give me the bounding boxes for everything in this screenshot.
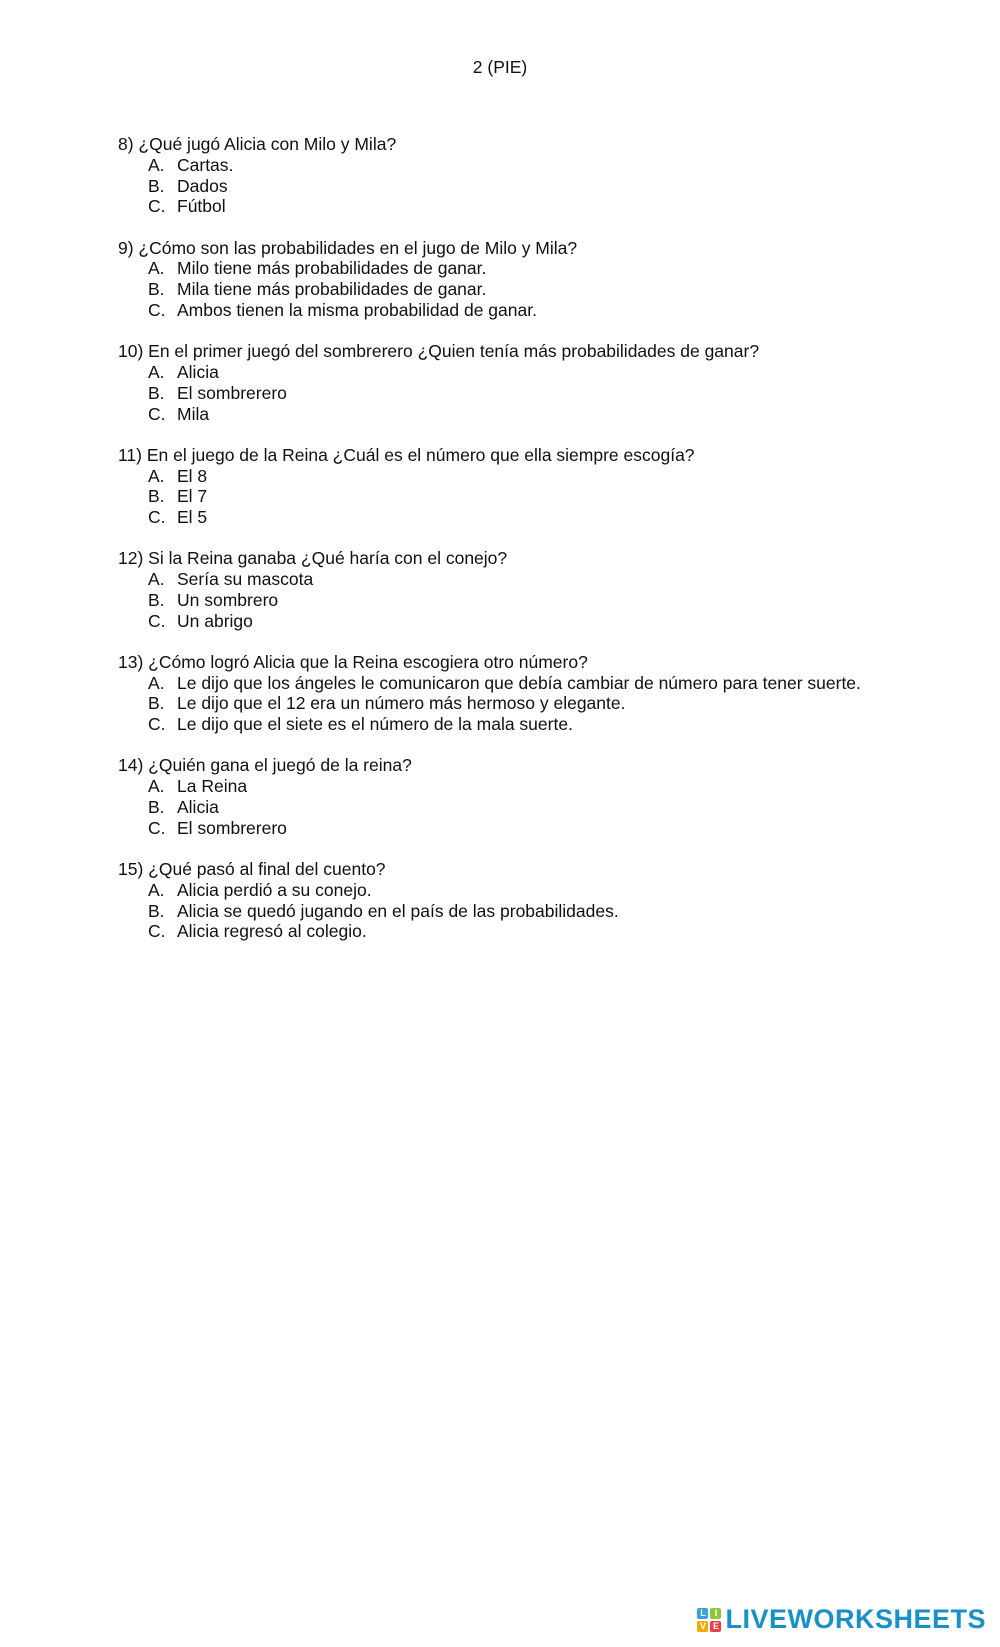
option-text: Sería su mascota xyxy=(177,569,314,590)
option-a xyxy=(118,258,978,279)
option-text: El sombrerero xyxy=(177,382,287,403)
option-letter: C. xyxy=(148,714,166,735)
option-text: Le dijo que el siete es el número de la mala suerte. xyxy=(177,714,573,735)
question-text: 9) ¿Cómo son las probabilidades en el jugo de Milo y Mila? xyxy=(118,237,578,258)
option-c xyxy=(118,818,978,839)
option-text: Alicia xyxy=(177,361,219,382)
question-12 xyxy=(118,548,978,631)
question-8 xyxy=(118,134,978,217)
option-a xyxy=(118,776,978,797)
question-text: 13) ¿Cómo logró Alicia que la Reina escogiera otro número? xyxy=(118,651,588,672)
option-list xyxy=(118,258,978,320)
option-c xyxy=(118,714,978,735)
brand-name: LIVEWORKSHEETS xyxy=(725,1604,986,1634)
page-header xyxy=(0,57,1000,78)
option-letter: B. xyxy=(148,797,165,818)
question-list xyxy=(118,134,978,963)
option-letter: A. xyxy=(148,258,165,279)
option-letter: A. xyxy=(148,465,165,486)
question-11 xyxy=(118,445,978,528)
option-letter: A. xyxy=(148,569,165,590)
option-a xyxy=(118,569,978,590)
option-text: La Reina xyxy=(177,776,248,797)
option-letter: C. xyxy=(148,921,166,942)
option-letter: B. xyxy=(148,589,165,610)
option-b xyxy=(118,383,978,404)
option-text: Alicia xyxy=(177,797,219,818)
question-text: 12) Si la Reina ganaba ¿Qué haría con el conejo? xyxy=(118,548,508,569)
option-b xyxy=(118,279,978,300)
option-text: El sombrerero xyxy=(177,817,287,838)
logo-letter: L xyxy=(697,1608,708,1619)
option-text: Le dijo que los ángeles le comunicaron que debía cambiar de número para tener suerte. xyxy=(177,672,861,693)
option-text: El 7 xyxy=(177,486,208,507)
logo-letter: V xyxy=(697,1621,708,1632)
question-text: 11) En el juego de la Reina ¿Cuál es el número que ella siempre escogía? xyxy=(118,444,695,465)
option-a xyxy=(118,155,978,176)
option-text: Le dijo que el 12 era un número más hermoso y elegante. xyxy=(177,693,626,714)
option-text: Milo tiene más probabilidades de ganar. xyxy=(177,258,487,279)
option-b xyxy=(118,901,978,922)
option-list xyxy=(118,776,978,838)
option-list xyxy=(118,155,978,217)
option-text: Ambos tienen la misma probabilidad de ganar. xyxy=(177,299,537,320)
option-letter: B. xyxy=(148,279,165,300)
option-b xyxy=(118,590,978,611)
question-text: 15) ¿Qué pasó al final del cuento? xyxy=(118,859,386,880)
option-text: El 8 xyxy=(177,465,208,486)
option-a xyxy=(118,466,978,487)
option-list xyxy=(118,466,978,528)
option-letter: A. xyxy=(148,776,165,797)
option-letter: A. xyxy=(148,672,165,693)
option-letter: C. xyxy=(148,507,166,528)
option-b xyxy=(118,693,978,714)
question-10 xyxy=(118,341,978,424)
liveworksheets-logo-icon xyxy=(697,1608,721,1632)
option-letter: C. xyxy=(148,817,166,838)
option-c xyxy=(118,196,978,217)
option-letter: B. xyxy=(148,486,165,507)
logo-letter: I xyxy=(710,1608,721,1619)
option-b xyxy=(118,486,978,507)
option-text: Mila xyxy=(177,403,210,424)
logo-letter: E xyxy=(710,1621,721,1632)
option-text: Dados xyxy=(177,175,228,196)
option-letter: B. xyxy=(148,693,165,714)
option-c xyxy=(118,507,978,528)
liveworksheets-brand xyxy=(697,1604,986,1635)
option-a xyxy=(118,880,978,901)
question-14 xyxy=(118,755,978,838)
question-text: 8) ¿Qué jugó Alicia con Milo y Mila? xyxy=(118,134,397,154)
option-letter: B. xyxy=(148,382,165,403)
option-list xyxy=(118,569,978,631)
option-letter: A. xyxy=(148,879,165,900)
option-text: Un abrigo xyxy=(177,610,253,631)
option-text: Un sombrero xyxy=(177,589,279,610)
option-a xyxy=(118,362,978,383)
question-text: 14) ¿Quién gana el juegó de la reina? xyxy=(118,755,412,776)
option-text: Cartas. xyxy=(177,154,234,175)
option-text: Alicia perdió a su conejo. xyxy=(177,879,372,900)
option-b xyxy=(118,797,978,818)
option-text: Fútbol xyxy=(177,196,226,217)
page-label: 2 (PIE) xyxy=(472,57,528,77)
question-13 xyxy=(118,652,978,735)
option-letter: A. xyxy=(148,361,165,382)
option-text: Alicia regresó al colegio. xyxy=(177,921,367,942)
option-letter: C. xyxy=(148,610,166,631)
option-list xyxy=(118,362,978,424)
option-c xyxy=(118,921,978,942)
question-text: 10) En el primer juegó del sombrerero ¿Quien tenía más probabilidades de ganar? xyxy=(118,341,760,362)
option-list xyxy=(118,880,978,942)
question-15 xyxy=(118,859,978,942)
option-letter: B. xyxy=(148,900,165,921)
option-letter: C. xyxy=(148,299,166,320)
option-letter: A. xyxy=(148,154,165,175)
option-letter: C. xyxy=(148,403,166,424)
question-9 xyxy=(118,238,978,321)
option-c xyxy=(118,300,978,321)
option-c xyxy=(118,611,978,632)
option-text: El 5 xyxy=(177,507,208,528)
option-text: Mila tiene más probabilidades de ganar. xyxy=(177,279,487,300)
option-letter: C. xyxy=(148,196,166,217)
option-list xyxy=(118,673,978,735)
option-a xyxy=(118,673,978,694)
option-text: Alicia se quedó jugando en el país de las probabilidades. xyxy=(177,900,619,921)
option-c xyxy=(118,404,978,425)
option-letter: B. xyxy=(148,175,165,196)
option-b xyxy=(118,176,978,197)
